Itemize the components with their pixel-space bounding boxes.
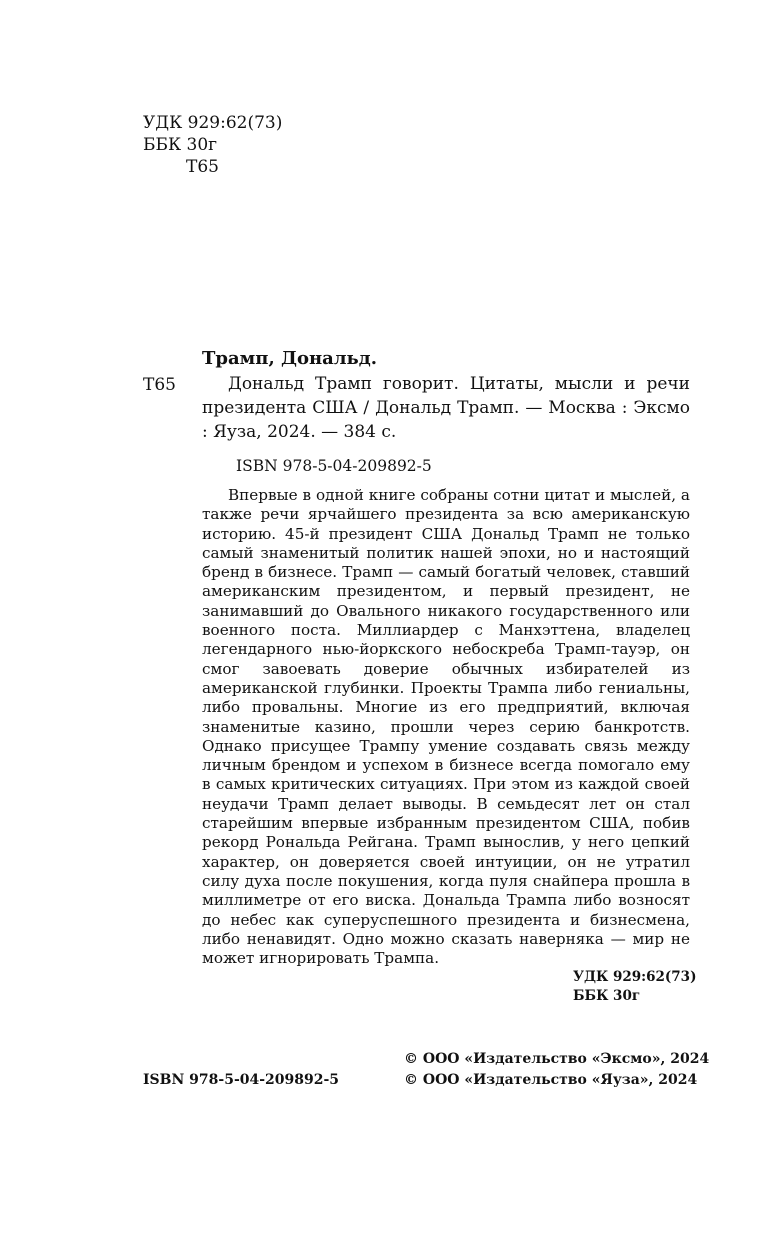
udk-top-block: [143, 112, 282, 178]
isbn-bottom: ISBN 978-5-04-209892-5: [143, 1072, 340, 1088]
bbk-code: ББК 30г: [143, 135, 218, 155]
udk-bottom-block: [573, 968, 696, 1006]
bibliographic-description: Дональд Трамп говорит. Цитаты, мысли и речи президента США / Дональд Трамп. — Москва : Эксмо : Яуза, 2024. — 384 с.: [202, 374, 690, 442]
udk-code-bottom: УДК 929:62(73): [573, 969, 697, 985]
bibliography-author-mark: Т65: [143, 375, 176, 395]
author-heading: Трамп, Дональд.: [202, 348, 378, 369]
author-mark: Т65: [186, 157, 219, 177]
udk-code: УДК 929:62(73): [143, 113, 283, 133]
copyright-block: [404, 1049, 709, 1091]
bbk-code-bottom: ББК 30г: [573, 988, 641, 1004]
bibliography-isbn: ISBN 978-5-04-209892-5: [236, 457, 432, 475]
annotation-paragraph: Впервые в одной книге собраны сотни цитат и мыслей, а также речи ярчайшего президента за всю американскую историю. 45-й президент США Дональд Трамп не только самый знаменитый политик нашей эпохи, но и настоящий бренд в бизнесе. Трамп — самый богатый человек, ставший американским президентом, и первый президент, не занимавший до Овального никакого государственного или военного поста. Миллиардер с Манхэттена, владелец легендарного нью-йоркского небоскреба Трамп-тауэр, он смог завоевать доверие обычных избирателей из американской глубинки. Проекты Трампа либо гениальны, либо провальны. Многие из его предприятий, включая знаменитые казино, прошли через серию банкротств. Однако присущее Трампу умение создавать связь между личным брендом и успехом в бизнесе всегда помогало ему в самых критических ситуациях. При этом из каждой своей неудачи Трамп делает выводы. В семьдесят лет он стал старейшим впервые избранным президентом США, побив рекорд Рональда Рейгана. Трамп вынослив, у него цепкий характер, он доверяется своей интуиции, он не утратил силу духа после покушения, когда пуля снайпера прошла в миллиметре от его виска. Дональда Трампа либо возносят до небес как суперуспешного президента и бизнесмена, либо ненавидят. Одно можно сказать наверняка — мир не может игнорировать Трампа.: [202, 486, 690, 968]
copyright-yauza: © ООО «Издательство «Яуза», 2024: [404, 1072, 698, 1088]
copyright-eksmo: © ООО «Издательство «Эксмо», 2024: [404, 1051, 710, 1067]
